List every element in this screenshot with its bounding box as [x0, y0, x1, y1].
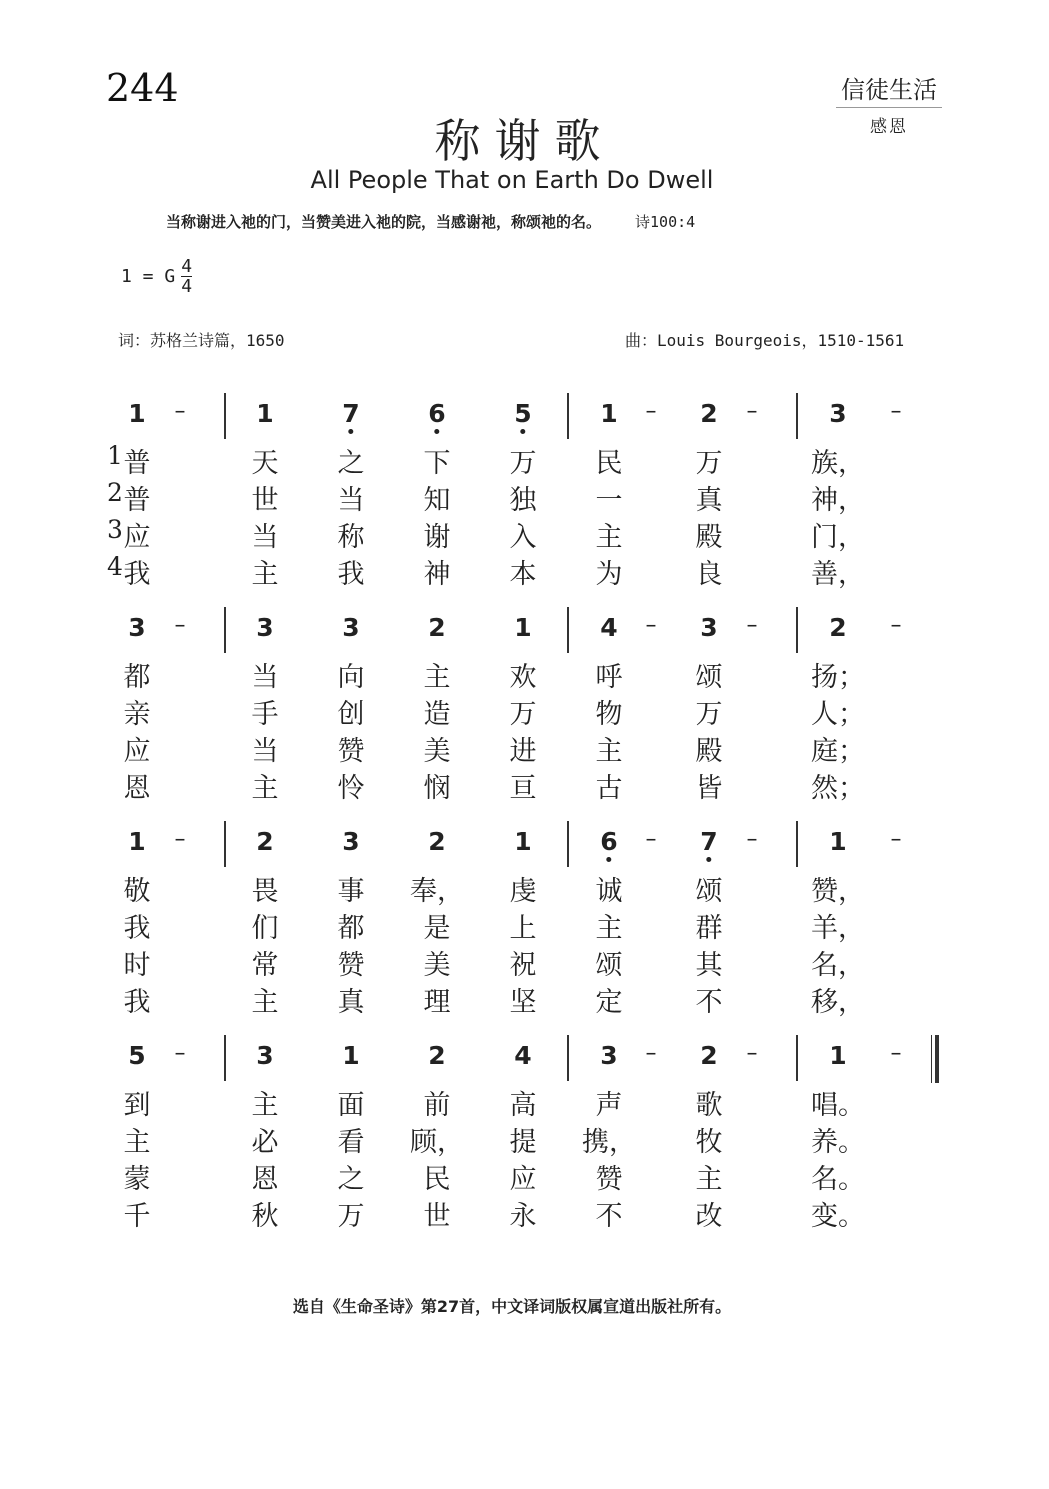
lyric-syllable: 当: [337, 485, 365, 516]
lyric-syllable: 到: [123, 1090, 151, 1121]
lyric-line: [0, 478, 1049, 515]
bar-line: [796, 393, 798, 439]
lyric-syllable: 其: [695, 950, 723, 981]
lyric-syllable: 奉，: [410, 876, 464, 907]
lyric-syllable: 主: [423, 662, 451, 693]
stanza-number: 4: [107, 552, 123, 581]
lyric-syllable: 蒙: [123, 1164, 151, 1195]
lyric-syllable: 们: [251, 913, 279, 944]
lyric-syllable: 牧: [695, 1127, 723, 1158]
note: 3: [342, 827, 360, 856]
hold-dash: –: [645, 1041, 657, 1066]
hold-dash: –: [174, 1041, 186, 1066]
lyric-syllable: 万: [695, 699, 723, 730]
lyric-line: [0, 1083, 1049, 1120]
stanza-number: 2: [107, 478, 123, 507]
lyric-syllable: 主: [595, 522, 623, 553]
verse-text: 当称谢进入祂的门，当赞美进入祂的院，当感谢祂，称颂祂的名。: [166, 213, 602, 231]
lower-octave-dot: [521, 429, 526, 434]
lyric-syllable: 当: [251, 736, 279, 767]
lyric-syllable: 扬；: [811, 662, 865, 693]
lyric-syllable: 定: [595, 987, 623, 1018]
lyric-syllable: 造: [423, 699, 451, 730]
lyric-syllable: 上: [509, 913, 537, 944]
lyric-syllable: 前: [423, 1090, 451, 1121]
lyric-syllable: 千: [123, 1201, 151, 1232]
note: 5: [514, 399, 531, 428]
lyric-syllable: 创: [337, 699, 365, 730]
lyric-line: [0, 655, 1049, 692]
lyric-syllable: 为: [595, 559, 623, 590]
lyric-syllable: 诚: [595, 876, 623, 907]
lyric-syllable: 我: [123, 559, 151, 590]
lyric-syllable: 名，: [811, 950, 865, 981]
note: 1: [342, 1041, 360, 1070]
lyric-syllable: 入: [509, 522, 537, 553]
note: 2: [700, 1041, 718, 1070]
bar-line: [796, 821, 798, 867]
lyric-syllable: 之: [337, 448, 365, 479]
lyric-line: [0, 1120, 1049, 1157]
hold-dash: –: [174, 613, 186, 638]
note: 1: [256, 399, 274, 428]
lyric-syllable: 都: [337, 913, 365, 944]
lyric-syllable: 主: [695, 1164, 723, 1195]
key-label: 1 = G: [121, 266, 176, 287]
hold-dash: –: [746, 1041, 758, 1066]
final-bar-thin: [931, 1035, 932, 1083]
lyric-syllable: 应: [123, 736, 151, 767]
hold-dash: –: [645, 399, 657, 424]
lyric-syllable: 主: [251, 987, 279, 1018]
lyric-line: [0, 515, 1049, 552]
lyric-syllable: 门，: [811, 522, 865, 553]
lyric-syllable: 真: [337, 987, 365, 1018]
lyric-syllable: 应: [123, 522, 151, 553]
category-subtitle: 感恩: [870, 117, 908, 137]
lyric-syllable: 神: [423, 559, 451, 590]
bar-line: [567, 821, 569, 867]
note: 7: [342, 399, 359, 428]
lyric-syllable: 一: [595, 485, 623, 516]
final-bar-thick: [935, 1035, 939, 1083]
bar-line: [224, 607, 226, 653]
lyric-syllable: 下: [423, 448, 451, 479]
lyric-syllable: 亘: [509, 773, 537, 804]
lyric-syllable: 我: [123, 987, 151, 1018]
lyric-syllable: 天: [251, 448, 279, 479]
lyric-syllable: 移，: [811, 987, 865, 1018]
hymn-english-title: All People That on Earth Do Dwell: [310, 166, 714, 194]
lyric-syllable: 独: [509, 485, 537, 516]
bar-line: [224, 1035, 226, 1081]
hold-dash: –: [746, 399, 758, 424]
lyric-syllable: 是: [423, 913, 451, 944]
note: 1: [514, 827, 532, 856]
category-title: 信徒生活: [836, 70, 942, 108]
copyright-footer: 选自《生命圣诗》第27首，中文译词版权属宣道出版社所有。: [292, 1297, 732, 1316]
note: 1: [829, 1041, 847, 1070]
lyric-syllable: 常: [251, 950, 279, 981]
lyric-syllable: 美: [423, 950, 451, 981]
bar-line: [224, 393, 226, 439]
note: 1: [128, 827, 146, 856]
lyric-syllable: 改: [695, 1201, 723, 1232]
lyric-syllable: 事: [337, 876, 365, 907]
lyric-syllable: 都: [123, 662, 151, 693]
lyric-syllable: 族，: [811, 448, 865, 479]
note: 3: [600, 1041, 618, 1070]
lyric-syllable: 应: [509, 1164, 537, 1195]
lyric-line: [0, 552, 1049, 589]
note: 6: [428, 399, 445, 428]
lyric-syllable: 看: [337, 1127, 365, 1158]
lyric-syllable: 庭；: [811, 736, 865, 767]
notes-row: [0, 821, 1049, 861]
hymn-title: 称谢歌: [434, 114, 615, 168]
lyric-syllable: 亲: [123, 699, 151, 730]
lyric-line: [0, 692, 1049, 729]
hold-dash: –: [645, 613, 657, 638]
hymn-number: 244: [106, 66, 179, 110]
note: 3: [342, 613, 360, 642]
lyric-syllable: 祝: [509, 950, 537, 981]
lyric-line: [0, 980, 1049, 1017]
note: 2: [829, 613, 847, 642]
note: 2: [428, 827, 446, 856]
time-signature: [181, 257, 192, 296]
key-signature: [121, 257, 192, 296]
lyric-syllable: 普: [123, 448, 151, 479]
hold-dash: –: [174, 399, 186, 424]
lyric-line: [0, 906, 1049, 943]
lyric-syllable: 真: [695, 485, 723, 516]
lyric-syllable: 怜: [337, 773, 365, 804]
bar-line: [224, 821, 226, 867]
hold-dash: –: [174, 827, 186, 852]
lyric-syllable: 当: [251, 522, 279, 553]
lyric-syllable: 提: [509, 1127, 537, 1158]
bar-line: [567, 1035, 569, 1081]
lyric-syllable: 普: [123, 485, 151, 516]
note: 5: [128, 1041, 146, 1070]
lyric-syllable: 万: [509, 448, 537, 479]
lyric-syllable: 主: [251, 773, 279, 804]
lyric-line: [0, 766, 1049, 803]
note: 2: [428, 1041, 446, 1070]
lyric-syllable: 携，: [582, 1127, 636, 1158]
note: 3: [256, 1041, 274, 1070]
lyric-syllable: 面: [337, 1090, 365, 1121]
lyric-syllable: 歌: [695, 1090, 723, 1121]
note: 7: [700, 827, 717, 856]
lyric-syllable: 声: [595, 1090, 623, 1121]
lyric-syllable: 殿: [695, 522, 723, 553]
lyric-syllable: 良: [695, 559, 723, 590]
lyric-syllable: 秋: [251, 1201, 279, 1232]
notes-row: [0, 607, 1049, 647]
notes-row: [0, 393, 1049, 433]
note: 2: [256, 827, 274, 856]
lyric-syllable: 美: [423, 736, 451, 767]
lyric-syllable: 万: [695, 448, 723, 479]
lyric-syllable: 变。: [811, 1201, 865, 1232]
lyric-syllable: 唱。: [811, 1090, 865, 1121]
time-bottom: 4: [181, 276, 193, 297]
hold-dash: –: [645, 827, 657, 852]
lyric-syllable: 养。: [811, 1127, 865, 1158]
lyric-syllable: 赞: [595, 1164, 623, 1195]
verse-reference: 诗100:4: [635, 213, 696, 231]
lyric-syllable: 主: [251, 1090, 279, 1121]
stanza-number: 3: [107, 515, 123, 544]
lyric-syllable: 必: [251, 1127, 279, 1158]
lyric-syllable: 畏: [251, 876, 279, 907]
lyric-syllable: 赞: [337, 736, 365, 767]
lyric-syllable: 世: [251, 485, 279, 516]
lyric-syllable: 高: [509, 1090, 537, 1121]
lyric-syllable: 悯: [423, 773, 451, 804]
lyric-syllable: 称: [337, 522, 365, 553]
hold-dash: –: [746, 827, 758, 852]
lyric-syllable: 颂: [695, 662, 723, 693]
lyric-syllable: 殿: [695, 736, 723, 767]
lyric-syllable: 我: [123, 913, 151, 944]
lyric-syllable: 恩: [123, 773, 151, 804]
note: 2: [428, 613, 446, 642]
lyric-line: [0, 1194, 1049, 1231]
lyric-syllable: 古: [595, 773, 623, 804]
lyric-syllable: 群: [695, 913, 723, 944]
lyric-syllable: 我: [337, 559, 365, 590]
note: 3: [256, 613, 274, 642]
lyric-line: [0, 1157, 1049, 1194]
note: 3: [700, 613, 718, 642]
lyric-syllable: 主: [595, 913, 623, 944]
lyric-syllable: 主: [251, 559, 279, 590]
lyric-syllable: 羊，: [811, 913, 865, 944]
lyric-syllable: 敬: [123, 876, 151, 907]
lyric-syllable: 本: [509, 559, 537, 590]
note: 6: [600, 827, 617, 856]
bar-line: [567, 607, 569, 653]
lyric-line: [0, 729, 1049, 766]
composer-credit: 曲：Louis Bourgeois，1510-1561: [625, 331, 905, 350]
note: 2: [700, 399, 718, 428]
lyric-syllable: 谢: [423, 522, 451, 553]
lyric-line: [0, 869, 1049, 906]
lyric-syllable: 万: [337, 1201, 365, 1232]
lyric-line: [0, 441, 1049, 478]
lyric-syllable: 时: [123, 950, 151, 981]
note: 1: [514, 613, 532, 642]
notes-row: [0, 1035, 1049, 1075]
bar-line: [567, 393, 569, 439]
note: 1: [128, 399, 146, 428]
time-top: 4: [181, 256, 193, 277]
lyric-syllable: 颂: [595, 950, 623, 981]
lyric-syllable: 恩: [251, 1164, 279, 1195]
lyric-syllable: 手: [251, 699, 279, 730]
lyric-syllable: 赞: [337, 950, 365, 981]
lyric-syllable: 向: [337, 662, 365, 693]
note: 3: [829, 399, 847, 428]
lyric-syllable: 神，: [811, 485, 865, 516]
note: 4: [514, 1041, 532, 1070]
lower-octave-dot: [607, 857, 612, 862]
hold-dash: –: [890, 1041, 902, 1066]
lyric-syllable: 万: [509, 699, 537, 730]
lyric-syllable: 物: [595, 699, 623, 730]
lyric-syllable: 当: [251, 662, 279, 693]
lyric-syllable: 之: [337, 1164, 365, 1195]
lyric-syllable: 不: [695, 987, 723, 1018]
hold-dash: –: [890, 827, 902, 852]
lower-octave-dot: [435, 429, 440, 434]
note: 3: [128, 613, 146, 642]
lyric-syllable: 颂: [695, 876, 723, 907]
lyric-syllable: 虔: [509, 876, 537, 907]
lyric-syllable: 主: [123, 1127, 151, 1158]
stanza-number: 1: [107, 441, 123, 470]
lyric-syllable: 皆: [695, 773, 723, 804]
note: 1: [600, 399, 618, 428]
lyric-syllable: 不: [595, 1201, 623, 1232]
lyric-syllable: 民: [423, 1164, 451, 1195]
lyric-syllable: 人；: [811, 699, 865, 730]
lyric-syllable: 世: [423, 1201, 451, 1232]
hold-dash: –: [746, 613, 758, 638]
note: 4: [600, 613, 618, 642]
lyric-syllable: 赞，: [811, 876, 865, 907]
lyric-syllable: 永: [509, 1201, 537, 1232]
scripture-verse: [166, 211, 695, 232]
lyric-syllable: 然；: [811, 773, 865, 804]
lyric-syllable: 进: [509, 736, 537, 767]
lower-octave-dot: [707, 857, 712, 862]
lyric-syllable: 民: [595, 448, 623, 479]
note: 1: [829, 827, 847, 856]
lyric-syllable: 欢: [509, 662, 537, 693]
hold-dash: –: [890, 613, 902, 638]
lyric-line: [0, 943, 1049, 980]
lyric-syllable: 名。: [811, 1164, 865, 1195]
lyric-syllable: 善，: [811, 559, 865, 590]
lyric-syllable: 主: [595, 736, 623, 767]
hold-dash: –: [890, 399, 902, 424]
lyricist-credit: 词：苏格兰诗篇，1650: [118, 331, 285, 350]
lower-octave-dot: [349, 429, 354, 434]
bar-line: [796, 1035, 798, 1081]
lyric-syllable: 坚: [509, 987, 537, 1018]
lyric-syllable: 知: [423, 485, 451, 516]
lyric-syllable: 顾，: [410, 1127, 464, 1158]
bar-line: [796, 607, 798, 653]
lyric-syllable: 呼: [595, 662, 623, 693]
lyric-syllable: 理: [423, 987, 451, 1018]
